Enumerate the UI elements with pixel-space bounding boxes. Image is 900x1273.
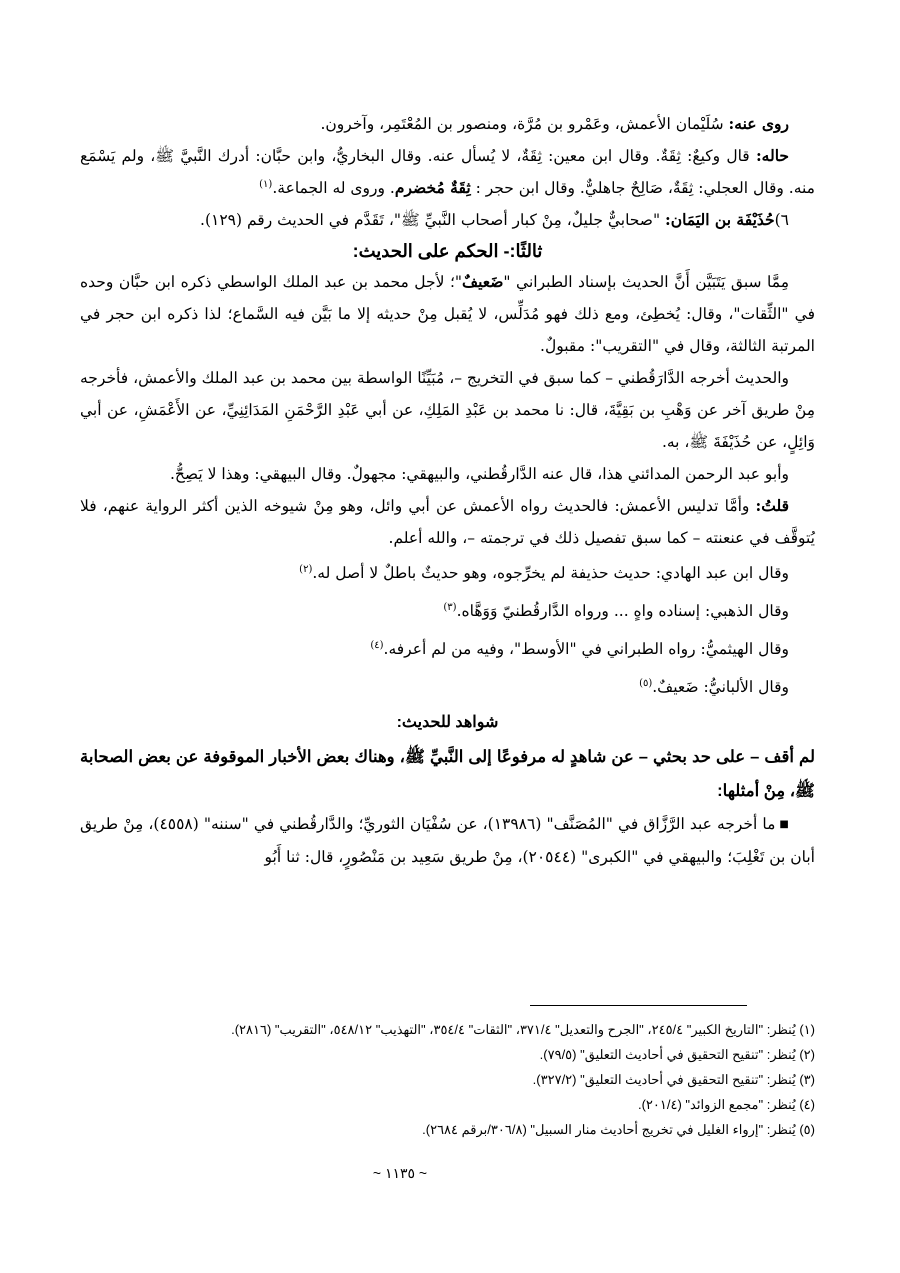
footnote-ref-2[interactable]: (٢) [299,563,313,575]
narrator-entry-6 [80,204,815,236]
daraqutni-paragraph: والحديث أخرجه الدَّارَقُطني – كما سبق في التخريج –، مُبَيِّنًا الواسطة بين محمد بن عبد الملك والأعمش، فأخرجه مِنْ طريق آخر عن وَهْبِ بن بَقِيَّةَ، قال: نا محمد بن عَبْدِ المَلِكِ، عن أبي عَبْدِ الرَّحْمَنِ المَدَائِنِيِّ، عن الأَعْمَشِ، عن أبي وَائِلٍ، عن حُذَيْفَةَ ﷺ، به. [80,369,815,451]
status-label: حاله: [755,146,789,165]
footnote-2: (٢) يُنظر: "تنقيح التحقيق في أحاديث التعليق" (٧٩/٥). [539,1047,815,1062]
footnote-5: (٥) يُنظر: "إرواء الغليل في تخريج أحاديث منار السبيل" (٣٠٦/٨/برقم ٢٦٨٤). [422,1122,815,1137]
narrator-description: "صحابيٌّ جليلٌ، مِنْ كبار أصحاب النَّبيِّ ﷺ"، تَقَدَّم في الحديث رقم (١٢٩). [200,211,666,229]
madaini-paragraph: وأبو عبد الرحمن المدائني هذا، قال عنه الدَّارقُطني، والبيهقي: مجهولٌ. وقال البيهقي: وهذا لا يَصِحُّ. [169,465,789,483]
quote-text: وقال ابن عبد الهادي: حديث حذيفة لم يخرِّجوه، وهو حديثٌ باطلٌ لا أصل له. [312,564,789,582]
status-paragraph [80,140,815,204]
quote-text: وقال الذهبي: إسناده واهٍ ... ورواه الدَّارقُطنيّ وَوَهَّاه. [456,602,789,620]
section-heading-shawahid: شواهد للحديث: [396,714,499,731]
quote-text: وقال الهيثميُّ: رواه الطبراني في "الأوسط"، وفيه من لم أعرفه. [383,640,789,658]
footnote-3: (٣) يُنظر: "تنقيح التحقيق في أحاديث التعليق" (٣٢٧/٢). [532,1072,815,1087]
footnote-ref-5[interactable]: (٥) [639,677,653,689]
footnotes [80,1017,815,1142]
narrated-by-text: سُلَيْمان الأعمش، وعَمْرو بن مُرَّة، ومنصور بن المُعْتَمِر، وآخرون. [320,115,729,133]
ruling-text-start: مِمَّا سبق يَتَبَيَّن أَنَّ الحديث بإسناد الطبراني " [503,273,790,291]
narrators-paragraph [80,108,815,140]
quote-text: وقال الألبانيُّ: ضَعيفٌ. [652,678,789,696]
footnote-1: (١) يُنظر: "التاريخ الكبير" ٢٤٥/٤، "الجرح والتعديل" ٣٧١/٤، "الثقات" ٣٥٤/٤، "التهذيب" ٥٤٨/١٢، "التقريب" (٢٨١٦). [231,1022,815,1037]
ruling-text-end: "؛ لأجل محمد بن عبد الملك الواسطي ذكره ابن حبَّان وحده في "الثِّقات"، وقال: يُخطِئ، ومع ذلك فهو مُدَلِّس، لا يُقبل مِنْ حديثه إلا ما بَيَّن فيه السَّماع؛ لذا ذكره ابن حجر في المرتبة الثالثة، وقال في "التقريب": مقبولٌ. [80,273,815,355]
status-tail: . وروى له الجماعة. [272,179,395,197]
bullet-icon: ■ [779,819,790,830]
tadlis-text: وأمَّا تدليس الأعمش: فالحديث رواه الأعمش عن أبي وائل، وهو مِنْ شيوخه الذين أكثر الرواية عنهم، فلا يُتوقَّف في عنعنته – كما سبق تفصيل ذلك في ترجمته –، والله أعلم. [80,497,815,547]
footnote-separator [530,1005,747,1006]
shawahid-intro: لم أقف – على حد بحثي – عن شاهدٍ له مرفوعًا إلى النَّبيِّ ﷺ، وهناك بعض الأخبار الموقوفة عن بعض الصحابة ﷺ، مِنْ أمثلها: [80,748,815,800]
footnote-ref-1[interactable]: (١) [259,178,273,190]
section-heading-ruling: ثالثًا:- الحكم على الحديث: [352,241,543,261]
qultu-label: قلتُ: [755,496,789,515]
main-text [80,108,815,873]
bullet-paragraph [80,808,815,873]
footnote-ref-4[interactable]: (٤) [370,639,384,651]
quote-ibn-abdulhadi [80,554,815,592]
narrated-by-label: روى عنه: [728,114,789,133]
status-text: قال وكيعٌ: ثِقَةٌ. وقال ابن معين: ثِقَةٌ، لا يُسأل عنه. وقال البخاريُّ، وابن حبَّان: أدرك النَّبيَّ ﷺ، ولم يَسْمَع منه. وقال العجلي: ثِقَةٌ، صَالِحٌ جاهليٌّ. وقال ابن حجر : [80,147,815,197]
quote-albani [80,668,815,706]
narrator-name: حُذَيْفَة بن اليَمَان: [665,210,775,229]
entry-number: ٦) [774,211,789,229]
quote-haythami [80,630,815,668]
ruling-paragraph [80,266,815,362]
footnote-4: (٤) يُنظر: "مجمع الزوائد" (٢٠١/٤). [637,1097,815,1112]
status-verdict: ثِقَةٌ مُخضرم [394,178,471,197]
page-number: ~ ١١٣٥ ~ [372,1165,428,1181]
ruling-verdict: ضَعيفٌ [462,272,504,291]
tadlis-paragraph [80,490,815,554]
bullet-text: ما أخرجه عبد الرَّزَّاق في "المُصَنَّف" (١٣٩٨٦)، عن سُفْيَان الثوريِّ؛ والدَّارقُطني في "سننه" (٤٥٥٨)، مِنْ طريق أبان بن تَغْلِبَ؛ والبيهقي في "الكبرى" (٢٠٥٤٤)، مِنْ طريق سَعِيد بن مَنْصُورٍ، قال: ثنا أَبُو [80,815,815,866]
footnote-ref-3[interactable]: (٣) [443,601,457,613]
quote-dhahabi [80,592,815,630]
